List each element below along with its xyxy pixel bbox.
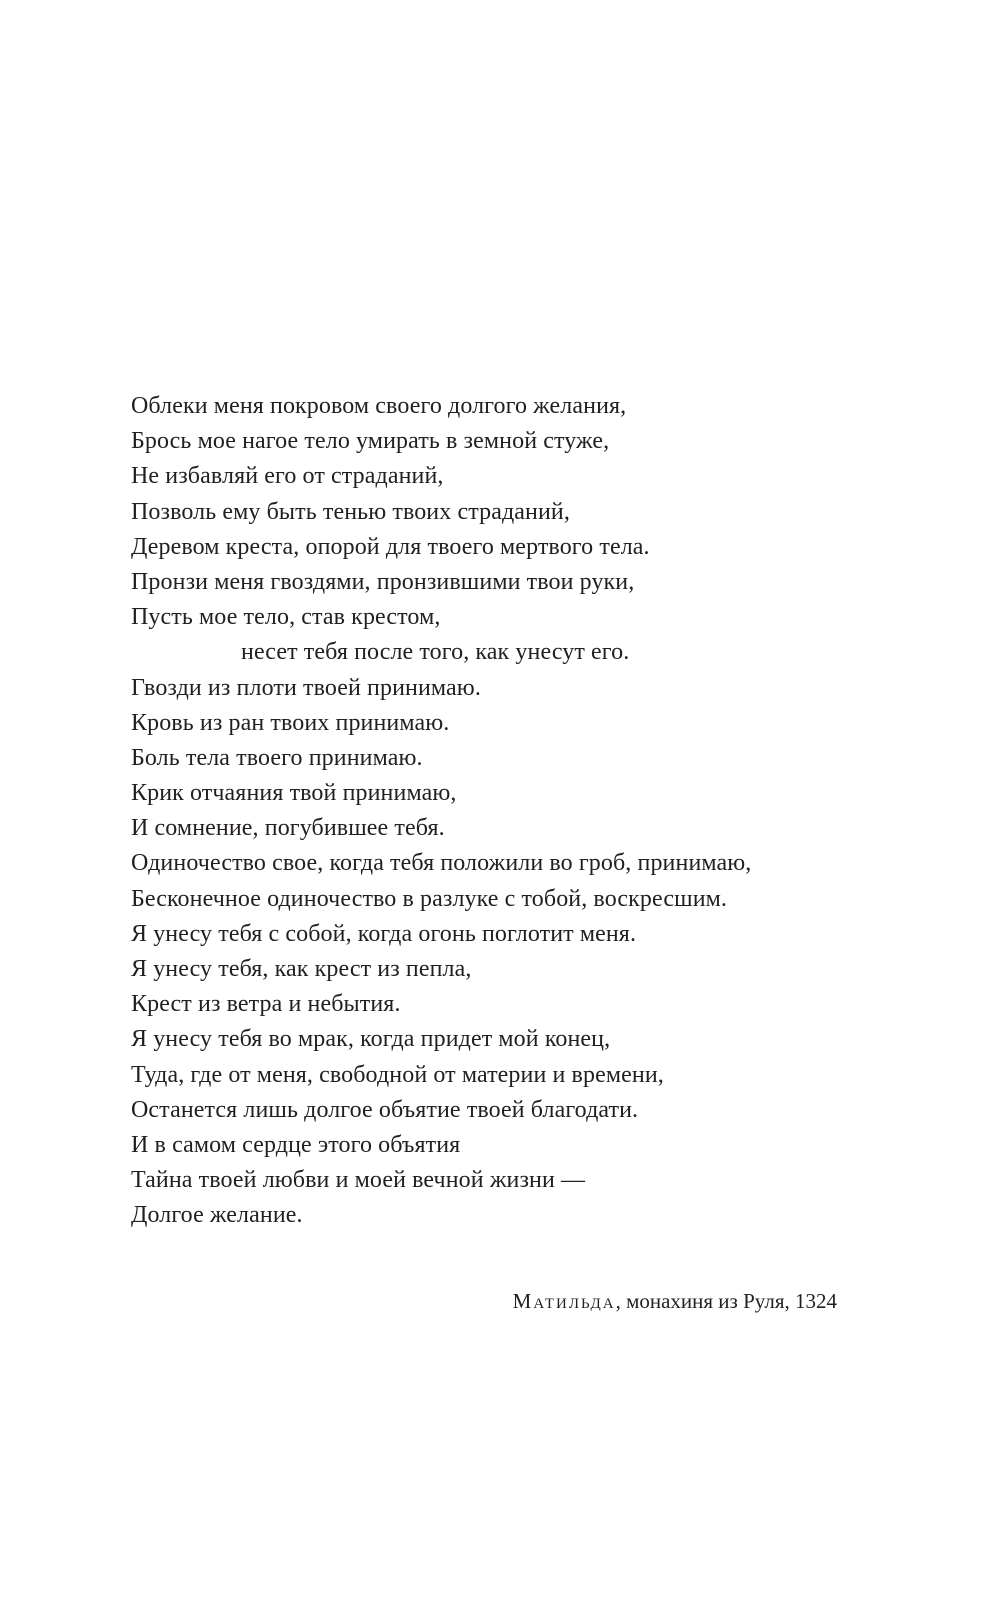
poem-line: Крест из ветра и небытия.: [131, 991, 401, 1018]
poem-line: Пронзи меня гвоздями, пронзившими твои руки,: [131, 568, 635, 595]
attribution-author: Матильда: [512, 1289, 616, 1313]
attribution-details: , монахиня из Руля, 1324: [615, 1289, 837, 1313]
poem-line: Гвозди из плоти твоей принимаю.: [131, 674, 481, 701]
poem-line: Останется лишь долгое объятие твоей благодати.: [131, 1096, 639, 1123]
poem-line: Деревом креста, опорой для твоего мертвого тела.: [131, 533, 650, 560]
poem: [131, 389, 891, 1234]
poem-line: И сомнение, погубившее тебя.: [131, 815, 445, 842]
poem-line: Я унесу тебя во мрак, когда придет мой конец,: [131, 1026, 611, 1053]
poem-attribution: [513, 1287, 837, 1315]
poem-line: Долгое желание.: [131, 1202, 303, 1229]
poem-line: Тайна твоей любви и моей вечной жизни —: [131, 1167, 586, 1194]
poem-line: Крик отчаяния твой принимаю,: [131, 780, 457, 807]
poem-line: Я унесу тебя, как крест из пепла,: [131, 956, 472, 982]
poem-line: И в самом сердце этого объятия: [131, 1131, 461, 1158]
poem-line: Я унесу тебя с собой, когда огонь поглотит меня.: [131, 920, 637, 947]
poem-line-indented: несет тебя после того, как унесут его.: [241, 639, 630, 666]
poem-line: Облеки меня покровом своего долгого желания,: [131, 393, 627, 419]
poem-line: Бесконечное одиночество в разлуке с тобой, воскресшим.: [131, 885, 728, 912]
poem-line: Кровь из ран твоих принимаю.: [131, 709, 450, 736]
poem-line: Позволь ему быть тенью твоих страданий,: [131, 498, 570, 525]
poem-line: Боль тела твоего принимаю.: [131, 744, 423, 771]
poem-line: Не избавляй его от страданий,: [131, 463, 444, 490]
poem-line: Одиночество свое, когда тебя положили во гроб, принимаю,: [131, 850, 752, 877]
poem-line: Брось мое нагое тело умирать в земной стуже,: [131, 428, 610, 455]
poem-line: Туда, где от меня, свободной от материи и времени,: [131, 1061, 664, 1088]
poem-line: Пусть мое тело, став крестом,: [131, 604, 441, 631]
